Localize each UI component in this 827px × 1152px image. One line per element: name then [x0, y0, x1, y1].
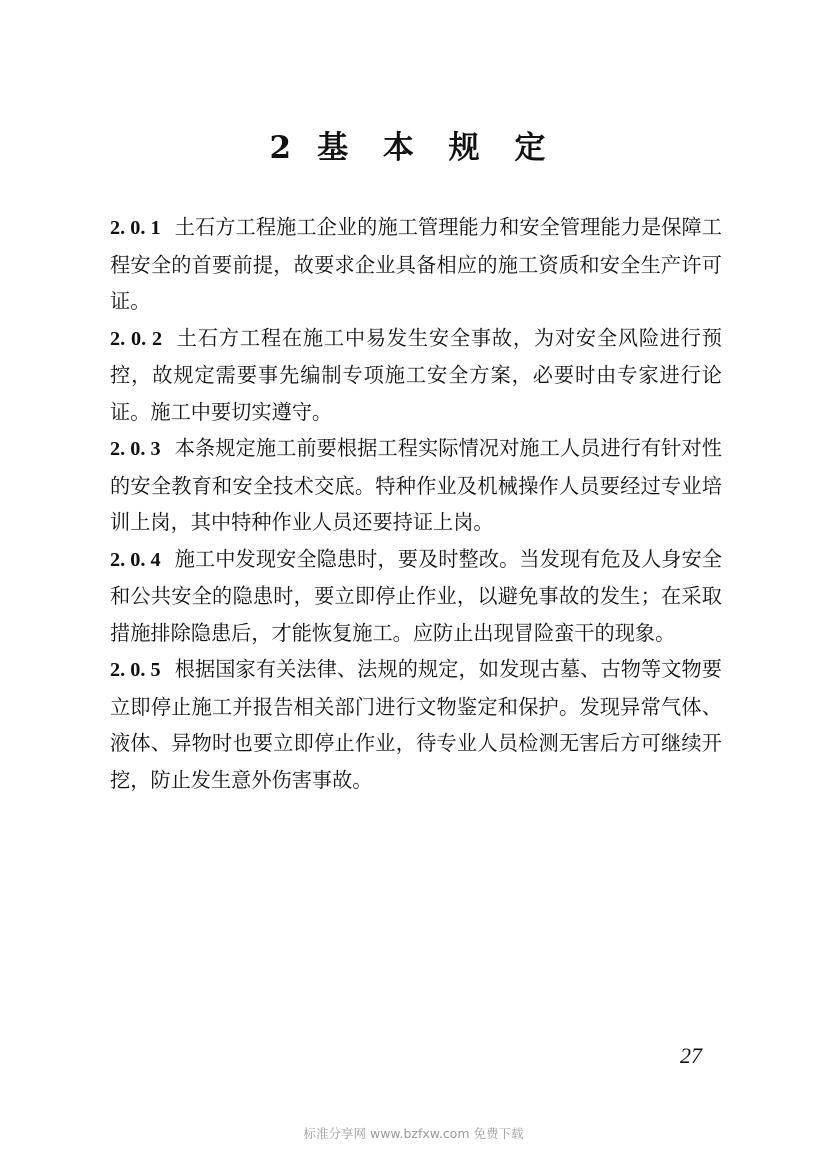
chapter-number: 2: [269, 130, 304, 166]
clause-number: 2. 0. 2: [110, 327, 163, 350]
clause-2-0-1: [110, 209, 722, 320]
clause-number: 2. 0. 1: [110, 217, 161, 239]
clause-2-0-4: [110, 541, 722, 652]
chapter-title: [0, 126, 827, 170]
clause-text: 施工中发现安全隐患时，要及时整改。当发现有危及人身安全和公共安全的隐患时，要立即停止作业，以避免事故的发生；在采取措施排除隐患后，才能恢复施工。应防止出现冒险蛮干的现象。: [110, 546, 722, 645]
clause-number: 2. 0. 4: [110, 548, 161, 571]
clause-2-0-3: [110, 430, 722, 541]
chapter-title-text: 基 本 规 定: [317, 130, 558, 166]
clause-text: 土石方工程施工企业的施工管理能力和安全管理能力是保障工程安全的首要前提，故要求企业具备相应的施工资质和安全生产许可证。: [110, 215, 722, 313]
clause-2-0-2: [110, 320, 722, 431]
clause-number: 2. 0. 3: [110, 438, 161, 460]
clause-text: 土石方工程在施工中易发生安全事故，为对安全风险进行预控，故规定需要事先编制专项施工安全方案，必要时由专家进行论证。施工中要切实遵守。: [110, 325, 722, 424]
clause-2-0-5: [110, 651, 722, 798]
watermark-text: 标准分享网 www.bzfxw.com 免费下载: [303, 1126, 524, 1141]
clause-text: 根据国家有关法律、法规的规定，如发现古墓、古物等文物要立即停止施工并报告相关部门进行文物鉴定和保护。发现异常气体、液体、异物时也要立即停止作业，待专业人员检测无害后方可继续开挖，防止发生意外伤害事故。: [110, 657, 722, 792]
clauses-body: [110, 209, 722, 798]
clause-number: 2. 0. 5: [110, 659, 161, 681]
clause-text: 本条规定施工前要根据工程实际情况对施工人员进行有针对性的安全教育和安全技术交底。特种作业及机械操作人员要经过专业培训上岗，其中特种作业人员还要持证上岗。: [110, 436, 722, 534]
page-number: 27: [680, 1043, 702, 1068]
